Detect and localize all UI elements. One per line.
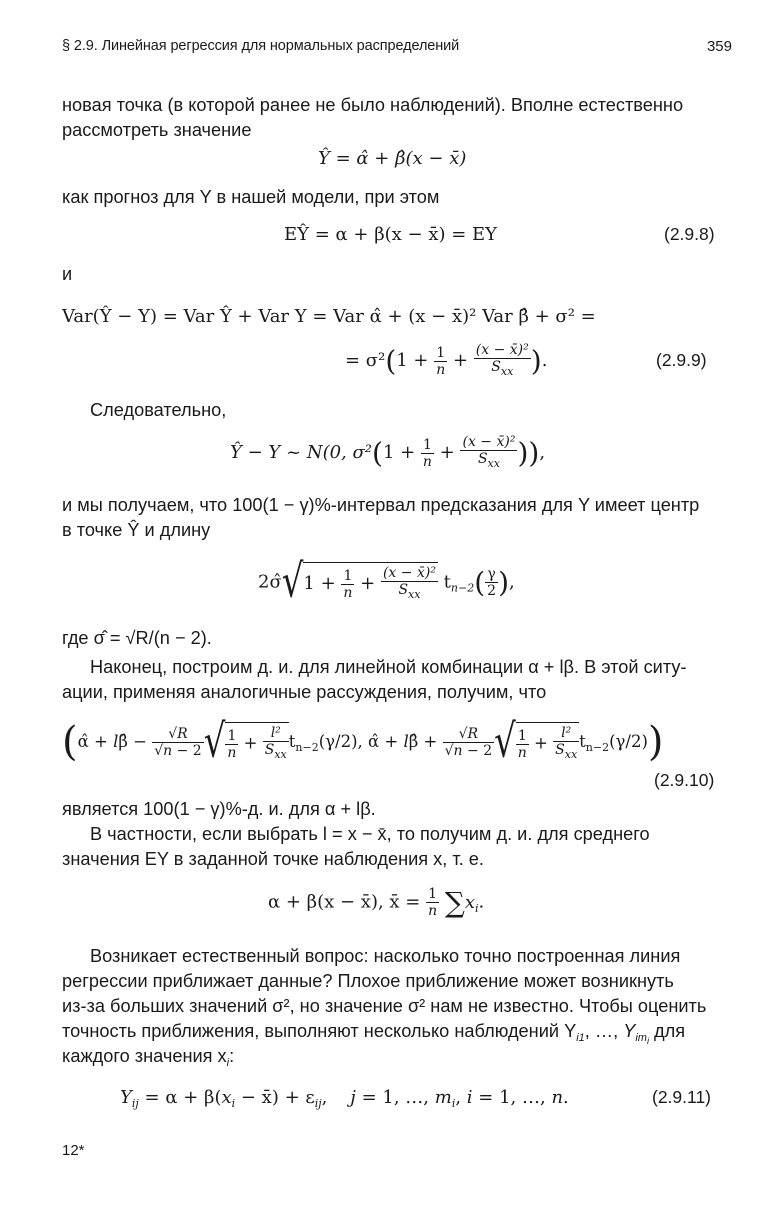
page-number: 359 [706, 38, 732, 55]
paragraph-text: каждого значения x [62, 1046, 227, 1066]
eq-prefix: Y [120, 1087, 132, 1108]
equation-number: (2.9.11) [652, 1087, 712, 1107]
paragraph-line: в точке Ŷ и длину [62, 520, 211, 540]
paragraph-line: новая точка (в которой ранее не было наблюдений). Вполне естественно [62, 95, 684, 115]
equation-mean: α + β(x − x̄), x̄ = $\frac{1}{n}$ $\sum x_i$. [268, 886, 485, 919]
eq-prefix: α + β(x − x̄), x̄ = [268, 891, 427, 913]
paragraph-line: точность приближения, выполняют несколько наблюдений $Y_{i1}$, …, $Y_{im_i}$ для [62, 1021, 686, 1047]
running-head [62, 38, 732, 60]
conjunction: и [62, 264, 73, 284]
equation-distribution: Ŷ − Y ~ N(0, σ²(1 + $\frac{1}{n}$ + $\frac{\text{(x − x̄)²}}{S_{xx}}$ )), [230, 434, 546, 470]
equation-number: (2.9.9) [656, 350, 707, 370]
equation-2-9-10: (α̂ + lβ̂ − $\frac{√R}{√n - 2}$ √ $\frac{1}{n}$ + $\frac{\text{l²}}{S_{xx}}$ $t_{n-2}(\gamma/2)$, α̂ + lβ̂ + $\frac{√R}{√n - 2}$ √ $\frac{1}{n}$ + $\frac{\text{l²}}{S_{xx}}$ $t_{n-2}(\gamma/2)$) [62, 714, 664, 769]
equation-2-9-8: EŶ = α + β(x − x̄) = EY [284, 224, 498, 245]
eq-suffix: t [443, 571, 451, 593]
paragraph-line: рассмотреть значение [62, 120, 252, 140]
paragraph-line: В частности, если выбрать l = x − x̄, то получим д. и. для среднего [90, 824, 650, 844]
eq-prefix: 2σ̂ [258, 571, 282, 593]
paragraph-line: каждого значения $x_i$: [62, 1046, 235, 1069]
equation-number: (2.9.10) [654, 770, 715, 790]
running-head-title: § 2.9. Линейная регрессия для нормальных распределений [62, 38, 460, 54]
equation-2-9-9-line1: Var(Ŷ − Y) = Var Ŷ + Var Y = Var α̂ + (x − x̄)² Var β̂ + σ² = [62, 306, 596, 327]
paragraph-line: где σ̂ = √R/(n − 2). [62, 628, 212, 648]
signature-mark: 12* [62, 1142, 85, 1159]
equation-2-9-9-line2: = σ²(1 + $\frac{1}{n}$ + $\frac{\text{(x − x̄)²}}{S_{xx}}$ ). [345, 342, 548, 378]
equation-interval-length: 2σ̂√1 + $\frac{1}{n}$ + $\frac{\text{(x − x̄)²}}{S_{xx}}$ $t_{n-2}$( $\frac{\gamma}{2}$ ), [258, 554, 515, 609]
eq-prefix: Ŷ − Y ~ N(0, σ² [230, 442, 372, 463]
paragraph-line: Следовательно, [90, 400, 227, 420]
paragraph-line: и мы получаем, что 100(1 − γ)%-интервал предсказания для Y имеет центр [62, 495, 700, 515]
paragraph-line: из-за больших значений σ², но значение σ² нам не известно. Чтобы оценить [62, 996, 707, 1016]
eq-prefix: = σ² [345, 350, 386, 371]
paragraph-text: точность приближения, выполняют несколько наблюдений Y [62, 1021, 577, 1041]
paragraph-line: ации, применяя аналогичные рассуждения, получим, что [62, 682, 547, 702]
paragraph-line: Наконец, построим д. и. для линейной комбинации α + lβ. В этой ситу- [90, 657, 687, 677]
paragraph-line: регрессии приближает данные? Плохое приближение может возникнуть [62, 971, 674, 991]
equation-2-9-11: $Y_{ij} = \alpha + \beta(x_i$ − x̄) + $\varepsilon_{ij}$, j = 1, …, $m_i$, i = 1, …, n. [120, 1087, 569, 1110]
equation-number: (2.9.8) [664, 224, 715, 244]
paragraph-line: является 100(1 − γ)%-д. и. для α + lβ. [62, 799, 376, 819]
paragraph-line: Возникает естественный вопрос: насколько точно построенная линия [90, 946, 681, 966]
equation-prediction: Ŷ = α̂ + β̂(x − x̄) [318, 148, 467, 169]
paragraph-line: значения EY в заданной точке наблюдения x, т. е. [62, 849, 484, 869]
paragraph-line: как прогноз для Y в нашей модели, при этом [62, 187, 440, 207]
